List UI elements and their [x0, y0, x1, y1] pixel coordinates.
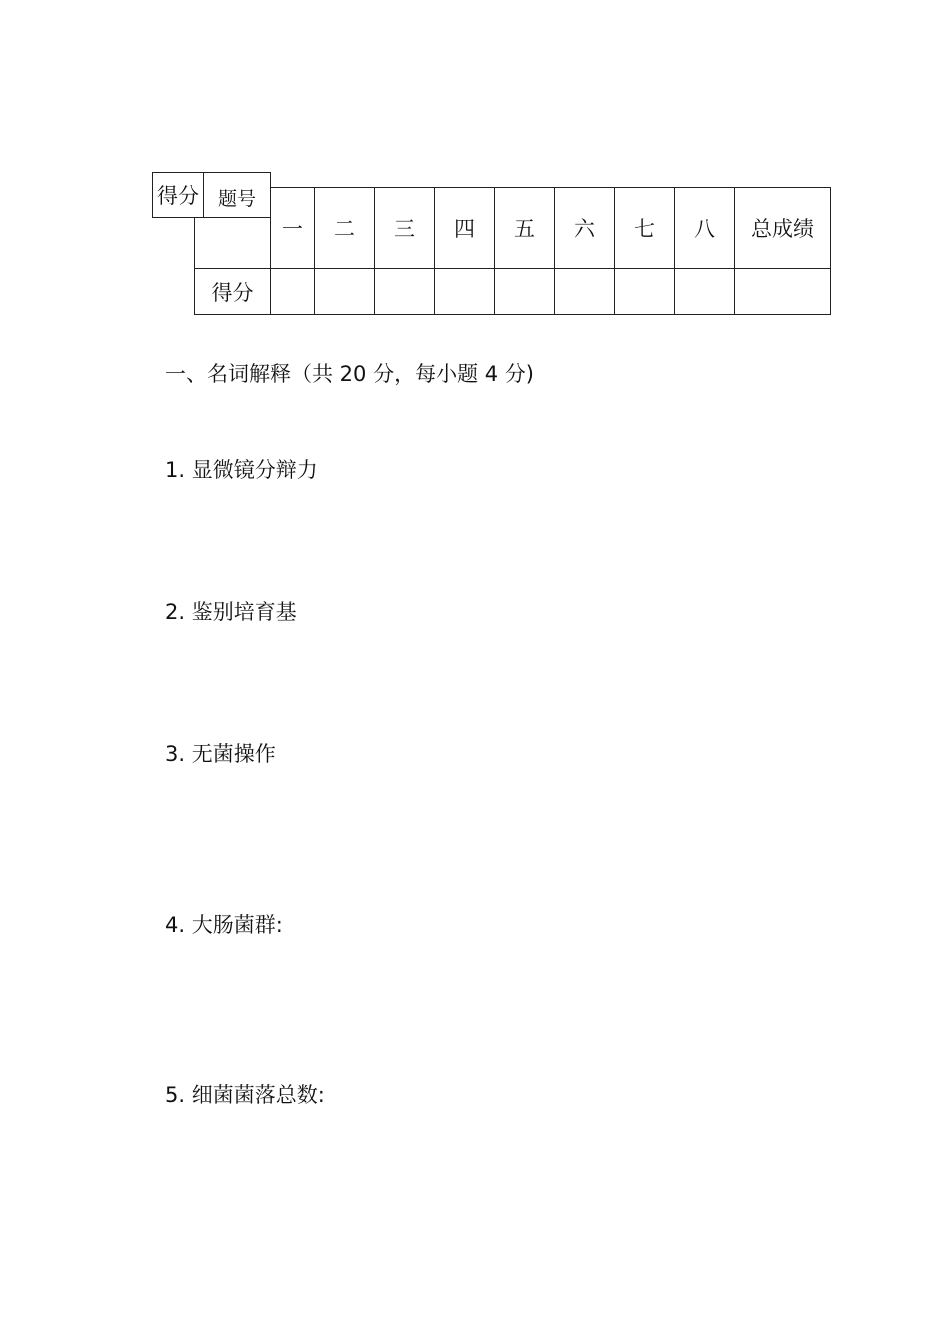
score-cell-1[interactable]	[271, 269, 315, 315]
column-header-3: 三	[375, 188, 435, 269]
score-cell-2[interactable]	[315, 269, 375, 315]
question-2: 2. 鉴别培育基	[165, 600, 297, 624]
score-cell-8[interactable]	[675, 269, 735, 315]
column-header-2: 二	[315, 188, 375, 269]
score-row-label: 得分	[195, 269, 271, 315]
section-heading: 一、名词解释（共 20 分，每小题 4 分)	[165, 362, 534, 386]
score-cell-5[interactable]	[495, 269, 555, 315]
score-cell-7[interactable]	[615, 269, 675, 315]
score-cell-6[interactable]	[555, 269, 615, 315]
column-header-1: 一	[271, 188, 315, 269]
question-5: 5. 细菌菌落总数:	[165, 1083, 325, 1107]
question-3: 3. 无菌操作	[165, 742, 276, 766]
question-1: 1. 显微镜分辩力	[165, 458, 318, 482]
corner-score-label: 得分	[153, 173, 204, 217]
column-header-8: 八	[675, 188, 735, 269]
column-header-total: 总成绩	[735, 188, 831, 269]
score-row	[195, 269, 831, 315]
score-cell-3[interactable]	[375, 269, 435, 315]
column-header-5: 五	[495, 188, 555, 269]
column-header-4: 四	[435, 188, 495, 269]
question-number-row	[195, 188, 831, 269]
question-4: 4. 大肠菌群:	[165, 913, 283, 937]
column-header-6: 六	[555, 188, 615, 269]
score-cell-4[interactable]	[435, 269, 495, 315]
corner-question-label: 题号	[217, 187, 256, 210]
score-table	[194, 187, 831, 315]
column-header-7: 七	[615, 188, 675, 269]
score-corner-box	[152, 172, 271, 218]
score-cell-total[interactable]	[735, 269, 831, 315]
